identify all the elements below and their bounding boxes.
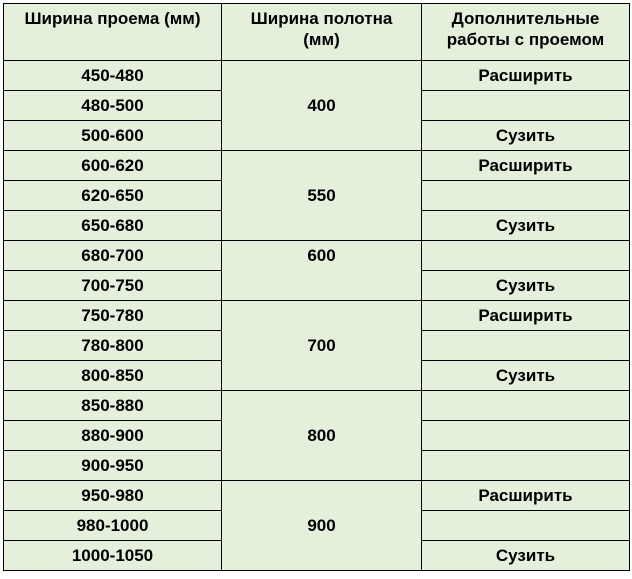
table-row (4, 241, 630, 271)
header-leaf-width-line1: Ширина полотна (250, 9, 393, 28)
opening-width-cell: 620-650 (4, 181, 222, 211)
opening-width-cell: 850-880 (4, 391, 222, 421)
header-leaf-width-line2: (мм) (303, 30, 340, 49)
leaf-width-cell: 600 (222, 241, 422, 301)
header-additional-works (422, 4, 630, 61)
header-opening-width (4, 4, 222, 61)
leaf-width-cell: 400 (222, 61, 422, 151)
opening-width-cell: 750-780 (4, 301, 222, 331)
header-additional-works-line1: Дополнительные (451, 9, 600, 28)
table-row (4, 151, 630, 181)
additional-work-cell (422, 331, 630, 361)
additional-work-cell (422, 511, 630, 541)
opening-width-cell: 680-700 (4, 241, 222, 271)
leaf-width-cell: 550 (222, 151, 422, 241)
additional-work-cell: Расширить (422, 481, 630, 511)
additional-work-cell (422, 391, 630, 421)
header-leaf-width (222, 4, 422, 61)
opening-width-cell: 500-600 (4, 121, 222, 151)
additional-work-cell (422, 91, 630, 121)
additional-work-cell (422, 451, 630, 481)
opening-width-cell: 700-750 (4, 271, 222, 301)
table-row (4, 61, 630, 91)
table-row (4, 481, 630, 511)
additional-work-cell: Расширить (422, 61, 630, 91)
opening-width-cell: 450-480 (4, 61, 222, 91)
additional-work-cell: Сузить (422, 121, 630, 151)
opening-width-cell: 1000-1050 (4, 541, 222, 571)
table-header (4, 4, 630, 61)
door-size-table (3, 3, 630, 571)
header-row (4, 4, 630, 61)
opening-width-cell: 650-680 (4, 211, 222, 241)
leaf-width-cell: 900 (222, 481, 422, 571)
opening-width-cell: 880-900 (4, 421, 222, 451)
additional-work-cell (422, 241, 630, 271)
additional-work-cell: Сузить (422, 361, 630, 391)
additional-work-cell: Сузить (422, 211, 630, 241)
opening-width-cell: 480-500 (4, 91, 222, 121)
header-opening-width-label: Ширина проема (мм) (24, 9, 201, 28)
additional-work-cell: Расширить (422, 301, 630, 331)
header-additional-works-line2: работы с проемом (446, 30, 605, 49)
leaf-width-cell: 800 (222, 391, 422, 481)
opening-width-cell: 800-850 (4, 361, 222, 391)
additional-work-cell (422, 181, 630, 211)
opening-width-cell: 780-800 (4, 331, 222, 361)
opening-width-cell: 900-950 (4, 451, 222, 481)
leaf-width-cell: 700 (222, 301, 422, 391)
opening-width-cell: 950-980 (4, 481, 222, 511)
table-row (4, 301, 630, 331)
table-body (4, 61, 630, 571)
additional-work-cell: Сузить (422, 271, 630, 301)
table-row (4, 391, 630, 421)
additional-work-cell: Сузить (422, 541, 630, 571)
additional-work-cell (422, 421, 630, 451)
additional-work-cell: Расширить (422, 151, 630, 181)
opening-width-cell: 600-620 (4, 151, 222, 181)
opening-width-cell: 980-1000 (4, 511, 222, 541)
